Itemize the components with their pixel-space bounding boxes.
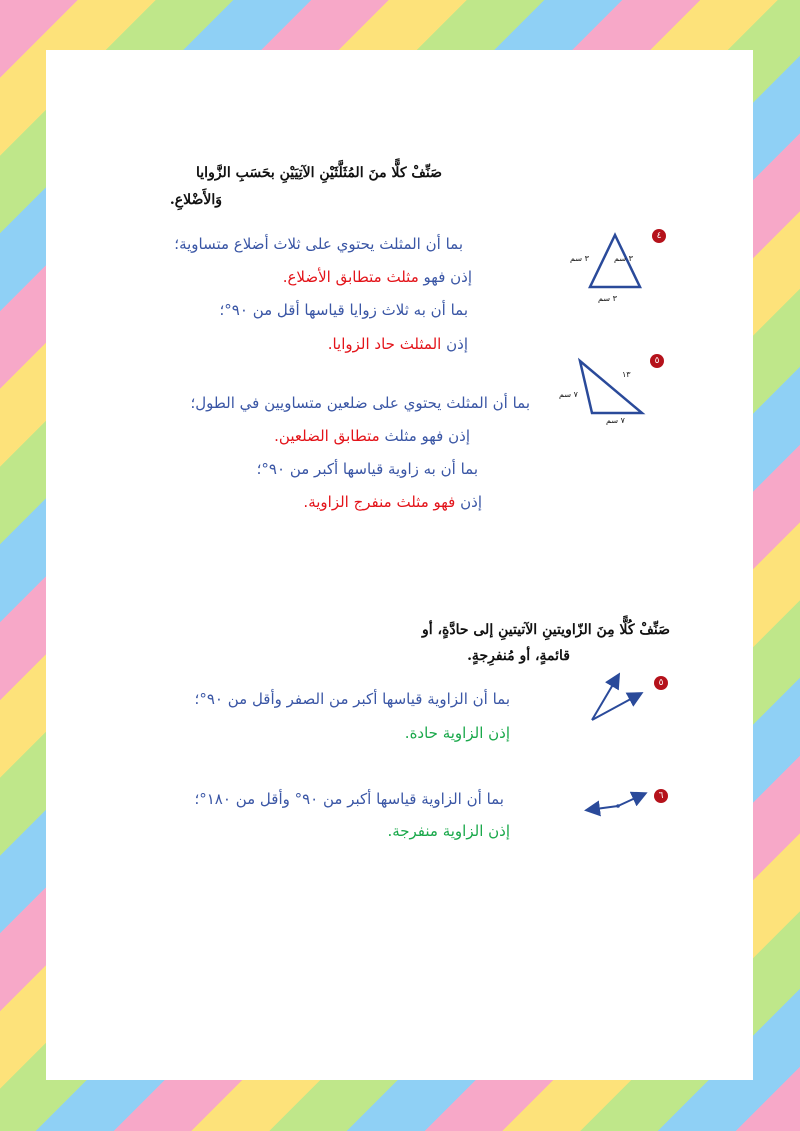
item-badge-angle-obtuse: ٦ xyxy=(654,789,668,803)
item1-line3: بما أن به ثلاث زوايا قياسها أقل من ٩٠°؛ xyxy=(219,301,468,319)
item2-answer-sides: متطابق الضلعين. xyxy=(274,427,380,445)
item1-answer-angles: المثلث حاد الزوايا. xyxy=(327,335,442,353)
section2-title-line2: قائمةٍ، أو مُنفرِجةٍ. xyxy=(467,648,570,664)
item1-line4 xyxy=(328,335,468,353)
item2-line4 xyxy=(303,493,482,511)
side-label-hypotenuse: ١٣ xyxy=(622,370,631,379)
side-label-bottom: ٣ سم xyxy=(598,294,617,303)
angle2-line1: بما أن الزاوية قياسها أكبر من ٩٠° وأقل من ١٨٠°؛ xyxy=(194,790,504,808)
item-badge-angle-acute: ٥ xyxy=(654,676,668,690)
side-label-right: ٣ سم xyxy=(614,254,633,263)
item1-answer-sides: مثلث متطابق الأضلاع. xyxy=(282,268,419,286)
side-label-bottom: ٧ سم xyxy=(606,416,625,425)
item-badge-5: ٥ xyxy=(650,354,664,368)
angle1-line1: بما أن الزاوية قياسها أكبر من الصفر وأقل من ٩٠°؛ xyxy=(194,690,510,708)
angle1-answer: إذن الزاوية حادة. xyxy=(404,724,510,742)
item-badge-4: ٤ xyxy=(652,229,666,243)
item1-line1: بما أن المثلث يحتوي على ثلاث أضلاع متساوية؛ xyxy=(174,235,463,253)
item1-line4-prefix: إذن xyxy=(446,335,468,353)
acute-angle-figure xyxy=(582,668,652,728)
section1-title-line1: صَنِّفْ كلًّا منَ المُثَلَّثَيْنِ الآتِيَيْنِ بحَسَبِ الزَّوايا xyxy=(196,165,442,181)
isosceles-triangle-figure xyxy=(572,355,652,420)
item2-line2 xyxy=(274,427,470,445)
item2-line1: بما أن المثلث يحتوي على ضلعين متساويين في الطول؛ xyxy=(190,394,530,412)
item2-line4-prefix: إذن xyxy=(460,493,482,511)
side-label-left: ٣ سم xyxy=(570,254,589,263)
obtuse-angle-figure xyxy=(582,780,652,820)
item1-line2 xyxy=(283,268,472,286)
item1-line2-prefix: إذن فهو xyxy=(423,268,472,286)
worksheet-page xyxy=(46,50,753,1080)
item2-line3: بما أن به زاوية قياسها أكبر من ٩٠°؛ xyxy=(256,460,478,478)
item2-answer-angle: فهو مثلث منفرج الزاوية. xyxy=(303,493,456,511)
section2-title-line1: صَنِّفْ كُلًّا مِنَ الزّاويتينِ الآتيتينِ إلى حادَّةٍ، أو xyxy=(421,622,670,638)
angle2-answer: إذن الزاوية منفرجة. xyxy=(387,822,510,840)
side-label-left: ٧ سم xyxy=(559,390,578,399)
item2-line2-prefix: إذن فهو مثلث xyxy=(384,427,470,445)
section1-title-line2: وَالأَضْلاعِ. xyxy=(169,192,222,208)
